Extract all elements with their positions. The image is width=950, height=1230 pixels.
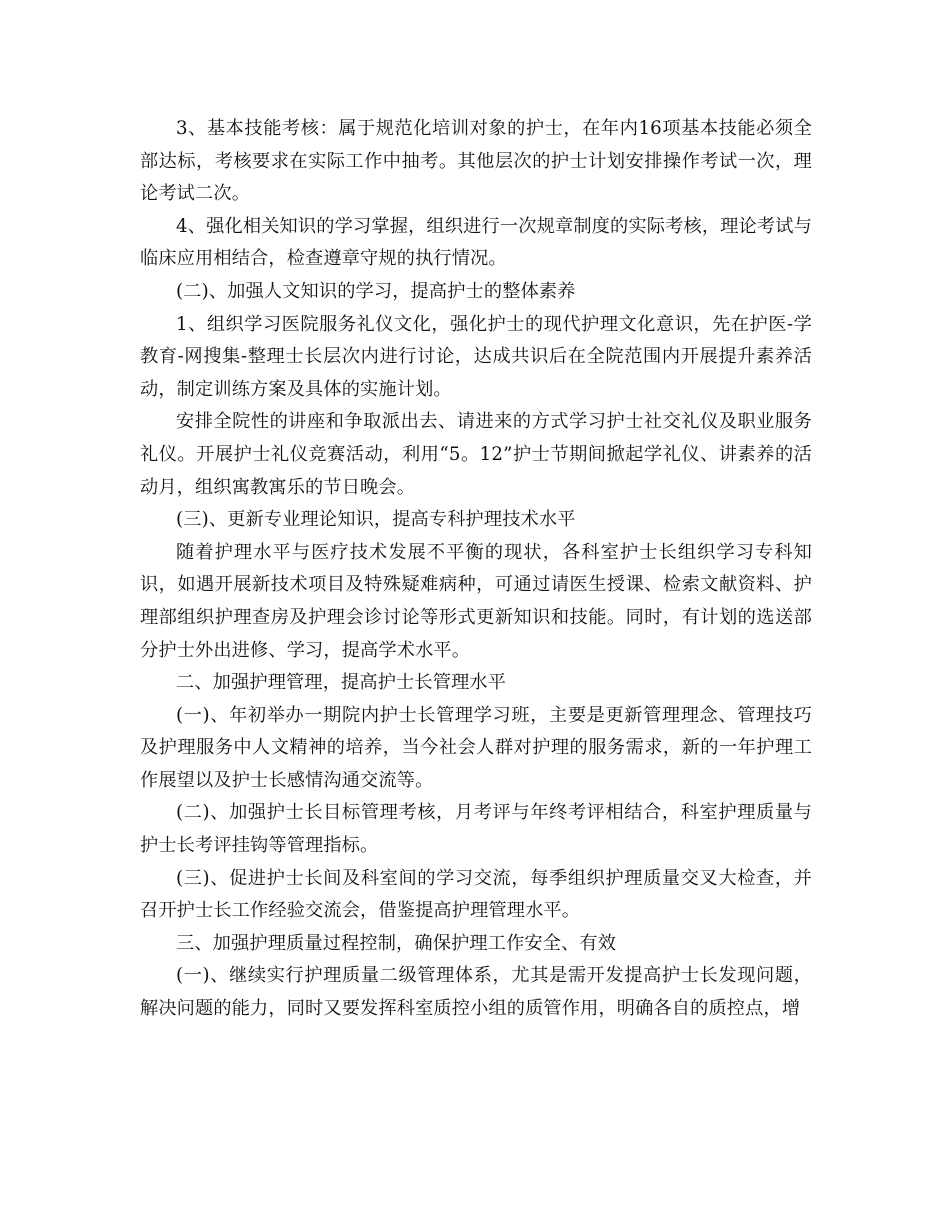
paragraph-quality-system: (一)、继续实行护理质量二级管理体系，尤其是需开发提高护士长发现问题，解决问题的能力，同时又要发挥科室质控小组的质管作用，明确各自的质控点，增 <box>140 965 812 1020</box>
paragraph-etiquette-activities: 安排全院性的讲座和争取派出去、请进来的方式学习护士社交礼仪及职业服务礼仪。开展护士礼仪竞赛活动，利用“5。12”护士节期间掀起学礼仪、讲素养的活动月，组织寓教寓乐的节日晚会。 <box>140 411 812 498</box>
paragraph-target-assessment: (二)、加强护士长目标管理考核，月考评与年终考评相结合，科室护理质量与护士长考评挂钩等管理指标。 <box>140 802 812 857</box>
paragraph-specialist-training: 随着护理水平与医疗技术发展不平衡的现状，各科室护士长组织学习专科知识，如遇开展新技术项目及特殊疑难病种，可通过请医生授课、检索文献资料、护理部组织护理查房及护理会诊讨论等形式更新知识和技能。同时，有计划的选送部分护士外出进修、学习，提高学术水平。 <box>140 541 812 661</box>
section-heading-quality-control: 三、加强护理质量过程控制，确保护理工作安全、有效 <box>176 932 617 954</box>
paragraph-skill-assessment: 3、基本技能考核：属于规范化培训对象的护士，在年内16项基本技能必须全部达标，考核要求在实际工作中抽考。其他层次的护士计划安排操作考试一次，理论考试二次。 <box>140 118 812 205</box>
paragraph-etiquette-culture: 1、组织学习医院服务礼仪文化，强化护士的现代护理文化意识，先在护医-学教育-网搜集-整理士长层次内进行讨论，达成共识后在全院范围内开展提升素养活动，制定训练方案及具体的实施计划。 <box>140 313 812 400</box>
section-heading-nursing-management: 二、加强护理管理，提高护士长管理水平 <box>176 672 507 694</box>
paragraph-exchange: (三)、促进护士长间及科室间的学习交流，每季组织护理质量交叉大检查，并召开护士长工作经验交流会，借鉴提高护理管理水平。 <box>140 867 812 922</box>
section-heading-professional-knowledge: (三)、更新专业理论知识，提高专科护理技术水平 <box>176 509 576 531</box>
paragraph-management-class: (一)、年初举办一期院内护士长管理学习班，主要是更新管理理念、管理技巧及护理服务中人文精神的培养，当今社会人群对护理的服务需求，新的一年护理工作展望以及护士长感情沟通交流等。 <box>140 704 812 791</box>
section-heading-humanities: (二)、加强人文知识的学习，提高护士的整体素养 <box>176 280 576 302</box>
document-body <box>140 113 812 1026</box>
paragraph-regulation-knowledge: 4、强化相关知识的学习掌握，组织进行一次规章制度的实际考核，理论考试与临床应用相结合，检查遵章守规的执行情况。 <box>140 215 812 270</box>
